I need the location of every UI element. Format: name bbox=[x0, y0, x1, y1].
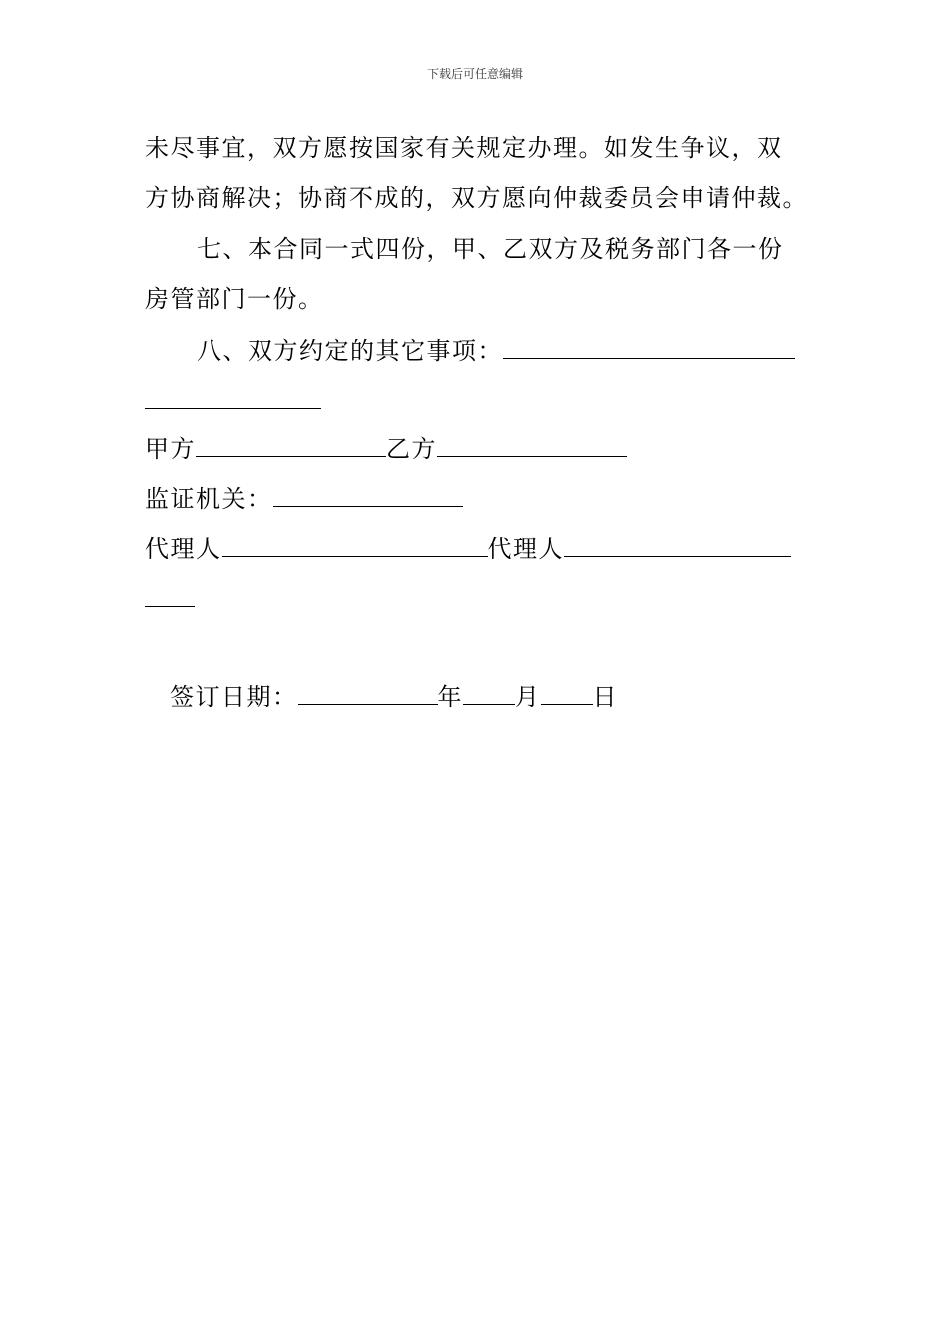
paragraph-7-line-1: 七、本合同一式四份，甲、乙双方及税务部门各一份 bbox=[197, 235, 784, 263]
signing-date-label: 签订日期： bbox=[170, 683, 298, 711]
party-signature-line bbox=[145, 432, 627, 464]
agent-a-blank[interactable] bbox=[222, 532, 488, 557]
paragraph-8-continuation bbox=[145, 384, 321, 416]
other-matters-blank-continued[interactable] bbox=[145, 384, 321, 409]
notary-label: 监证机关： bbox=[145, 485, 273, 513]
notary-line bbox=[145, 482, 463, 514]
paragraph-7-line-2: 房管部门一份。 bbox=[145, 285, 324, 313]
paragraph-8-line bbox=[197, 334, 795, 366]
other-matters-label: 八、双方约定的其它事项： bbox=[197, 337, 503, 365]
agent-b-blank-continued[interactable] bbox=[145, 582, 195, 607]
month-blank[interactable] bbox=[463, 680, 515, 705]
agent-b-label: 代理人 bbox=[487, 535, 564, 563]
day-label: 日 bbox=[592, 683, 618, 711]
agent-line bbox=[145, 532, 791, 564]
paragraph-6-line-2: 方协商解决；协商不成的，双方愿向仲裁委员会申请仲裁。 bbox=[145, 184, 808, 212]
signing-date-line bbox=[170, 680, 618, 712]
notary-blank[interactable] bbox=[273, 482, 463, 507]
party-b-label: 乙方 bbox=[386, 435, 437, 463]
agent-a-label: 代理人 bbox=[145, 535, 222, 563]
paragraph-6-line-1: 未尽事宜，双方愿按国家有关规定办理。如发生争议，双 bbox=[145, 134, 783, 162]
party-a-blank[interactable] bbox=[196, 432, 386, 457]
agent-line-continuation bbox=[145, 582, 195, 614]
year-label: 年 bbox=[437, 683, 463, 711]
day-blank[interactable] bbox=[541, 680, 593, 705]
page-header: 下载后可任意编辑 bbox=[426, 67, 523, 81]
month-label: 月 bbox=[515, 683, 541, 711]
agent-b-blank[interactable] bbox=[564, 532, 791, 557]
year-blank[interactable] bbox=[298, 680, 438, 705]
party-a-label: 甲方 bbox=[145, 435, 196, 463]
other-matters-blank[interactable] bbox=[503, 334, 795, 359]
party-b-blank[interactable] bbox=[437, 432, 627, 457]
